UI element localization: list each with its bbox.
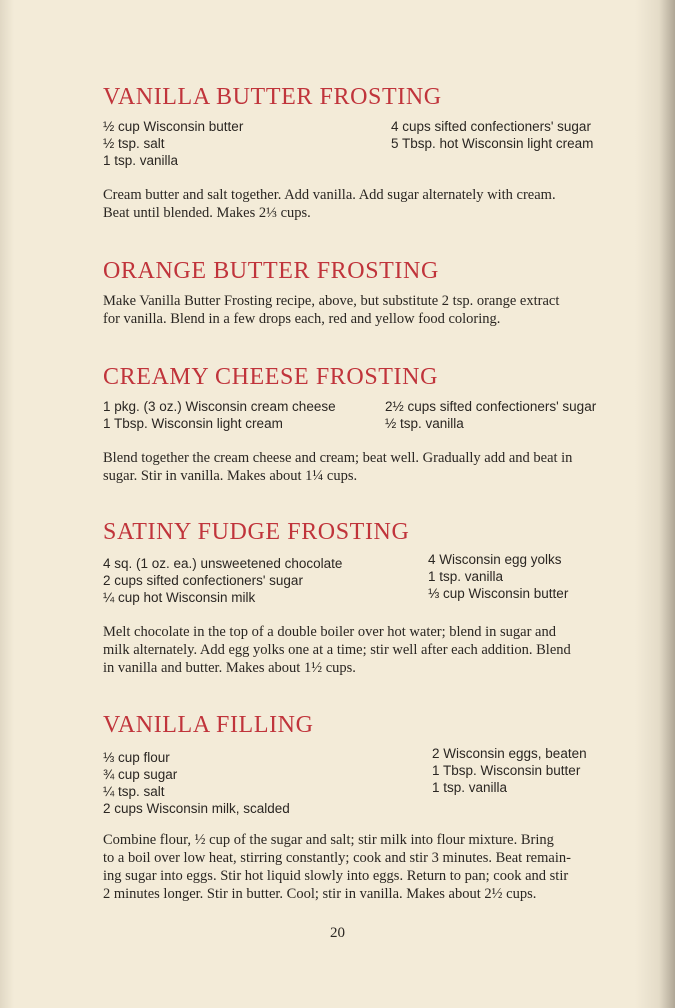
ingredient: 2 cups Wisconsin milk, scalded xyxy=(103,801,290,816)
recipe-title: SATINY FUDGE FROSTING xyxy=(103,519,410,545)
ingredient: 5 Tbsp. hot Wisconsin light cream xyxy=(391,136,594,151)
ingredient: 2 cups sifted confectioners' sugar xyxy=(103,573,303,588)
ingredient: ¼ tsp. salt xyxy=(103,784,165,799)
ingredients-left xyxy=(103,118,243,169)
ingredient: ¾ cup sugar xyxy=(103,767,178,782)
ingredient: 4 cups sifted confectioners' sugar xyxy=(391,119,591,134)
ingredient: ¼ cup hot Wisconsin milk xyxy=(103,590,256,605)
recipe-title: CREAMY CHEESE FROSTING xyxy=(103,364,439,390)
ingredient: 4 Wisconsin egg yolks xyxy=(428,552,562,567)
recipe-title: VANILLA FILLING xyxy=(103,712,314,738)
recipe-directions: Blend together the cream cheese and cream; beat well. Gradually add and beat in sugar. Stir in vanilla. Makes about 1¼ cups. xyxy=(103,450,573,484)
ingredients-left xyxy=(103,398,336,432)
ingredients-left xyxy=(103,749,290,817)
ingredients-right xyxy=(391,118,593,152)
ingredient: ½ tsp. vanilla xyxy=(385,416,464,431)
page-number: 20 xyxy=(330,925,345,941)
ingredients-left xyxy=(103,555,342,606)
ingredient: 4 sq. (1 oz. ea.) unsweetened chocolate xyxy=(103,556,343,571)
ingredient: 1 Tbsp. Wisconsin butter xyxy=(432,763,581,778)
recipe-title: ORANGE BUTTER FROSTING xyxy=(103,258,439,284)
recipe-directions: Melt chocolate in the top of a double boiler over hot water; blend in sugar and milk alternately. Add egg yolks one at a time; stir well after each addition. Blend in vanilla and butter. Makes about 1½ cups. xyxy=(103,624,571,676)
ingredient: 1 Tbsp. Wisconsin light cream xyxy=(103,416,283,431)
ingredients-right xyxy=(432,745,587,796)
ingredient: 1 pkg. (3 oz.) Wisconsin cream cheese xyxy=(103,399,336,414)
recipe-directions: Combine flour, ½ cup of the sugar and salt; stir milk into flour mixture. Bring to a boil over low heat, stirring constantly; cook and stir 3 minutes. Beat remain- ing sugar into eggs. Stir hot liquid slowly into eggs. Return to pan; cook and stir 2 minutes longer. Stir in butter. Cool; stir in vanilla. Makes about 2½ cups. xyxy=(103,832,571,902)
page-gutter-shadow xyxy=(0,0,14,1008)
ingredient: 2½ cups sifted confectioners' sugar xyxy=(385,399,597,414)
ingredient: ⅓ cup Wisconsin butter xyxy=(428,586,569,601)
ingredient: ⅓ cup flour xyxy=(103,750,170,765)
ingredient: 1 tsp. vanilla xyxy=(428,569,504,584)
ingredient: 2 Wisconsin eggs, beaten xyxy=(432,746,587,761)
ingredient: 1 tsp. vanilla xyxy=(103,153,179,168)
ingredient: ½ cup Wisconsin butter xyxy=(103,119,244,134)
ingredients-right xyxy=(428,551,568,602)
ingredients-right xyxy=(385,398,596,432)
recipe-directions: Make Vanilla Butter Frosting recipe, above, but substitute 2 tsp. orange extract for vanilla. Blend in a few drops each, red and yellow food coloring. xyxy=(103,293,560,327)
ingredient: 1 tsp. vanilla xyxy=(432,780,508,795)
recipe-directions: Cream butter and salt together. Add vanilla. Add sugar alternately with cream. Beat until blended. Makes 2⅓ cups. xyxy=(103,187,556,221)
ingredient: ½ tsp. salt xyxy=(103,136,165,151)
recipe-title: VANILLA BUTTER FROSTING xyxy=(103,84,442,110)
